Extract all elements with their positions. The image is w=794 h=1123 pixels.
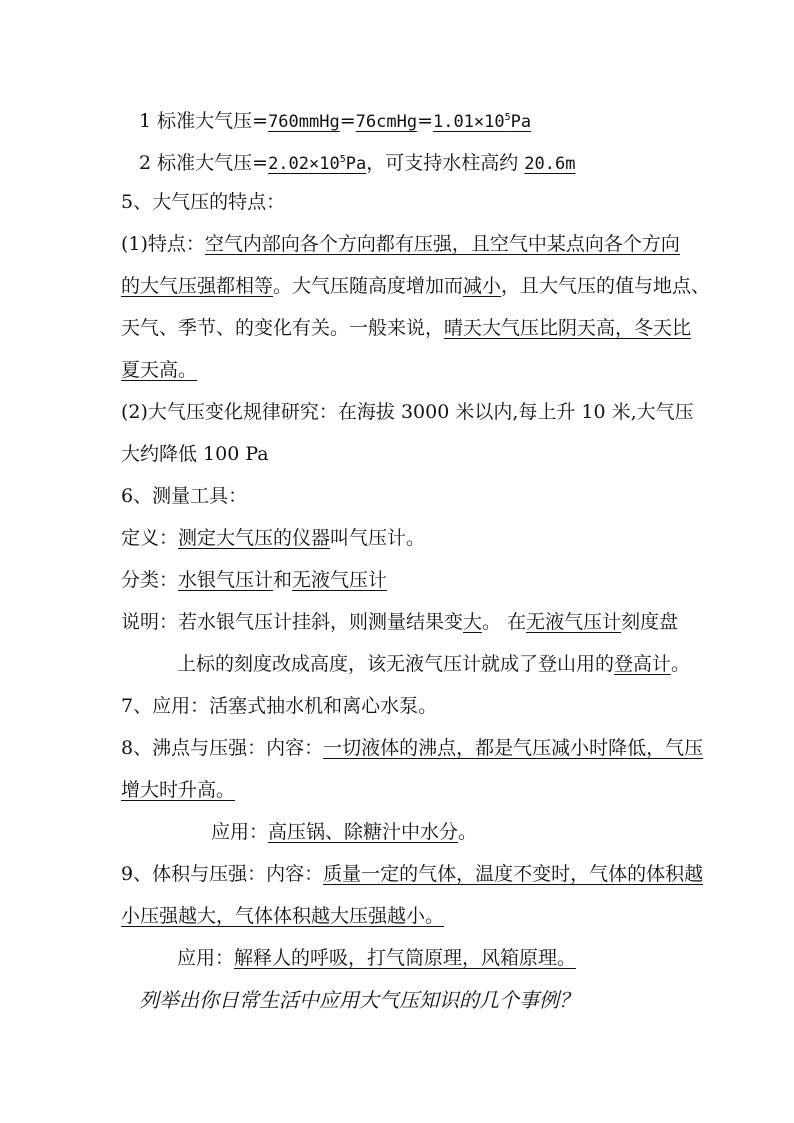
line-features-1: (1)特点：空气内部向各个方向都有压强，且空气中某点向各个方向 [121,233,680,255]
section-8-boiling-1: 8、沸点与压强：内容：一切液体的沸点，都是气压减小时降低，气压 [121,737,704,759]
line-explanation-2: 上标的刻度改成高度，该无液气压计就成了登山用的登高计。 [177,653,691,675]
section-9-volume-1: 9、体积与压强：内容：质量一定的气体，温度不变时，气体的体积越 [121,863,704,885]
line-1-atm-standard: 1 标准大气压$=760mmHg=76cmHg=1.01\times 10^5Pa$ [139,110,532,132]
section-8-boiling-2: 增大时升高。 [121,779,236,801]
line-2-two-atm: 2 标准大气压$=2.02\times 10^5Pa$，可支持水柱高约 20.6m [139,152,576,174]
question-prompt: 列举出你日常生活中应用大气压知识的几个事例？ [139,988,579,1012]
line-classification: 分类：水银气压计和无液气压计 [121,569,388,591]
line-features-3: 天气、季节、的变化有关。一般来说，晴天大气压比阴天高，冬天比 [121,317,692,339]
line-variation-2: 大约降低 100 Pa [121,443,269,465]
line-definition: 定义：测定大气压的仪器叫气压计。 [121,527,426,549]
line-explanation-1: 说明：若水银气压计挂斜，则测量结果变大。 在无液气压计刻度盘 [121,611,679,633]
line-variation-1: (2)大气压变化规律研究：在海拔 3000 米以内,每上升 10 米,大气压 [121,401,694,423]
line-features-4: 夏天高。 [121,359,198,381]
section-5-heading: 5、大气压的特点： [121,191,286,213]
section-7-application: 7、应用：活塞式抽水机和离心水泵。 [121,695,438,717]
section-6-heading: 6、测量工具： [121,485,248,507]
line-features-2: 的大气压强都相等。大气压随高度增加而减小，且大气压的值与地点、 [121,275,711,297]
section-9-application: 应用：解释人的呼吸，打气筒原理，风箱原理。 [177,947,577,969]
section-9-volume-2: 小压强越大，气体体积越大压强越小。 [121,905,445,927]
section-8-application: 应用：高压锅、除糖汁中水分。 [211,821,478,843]
